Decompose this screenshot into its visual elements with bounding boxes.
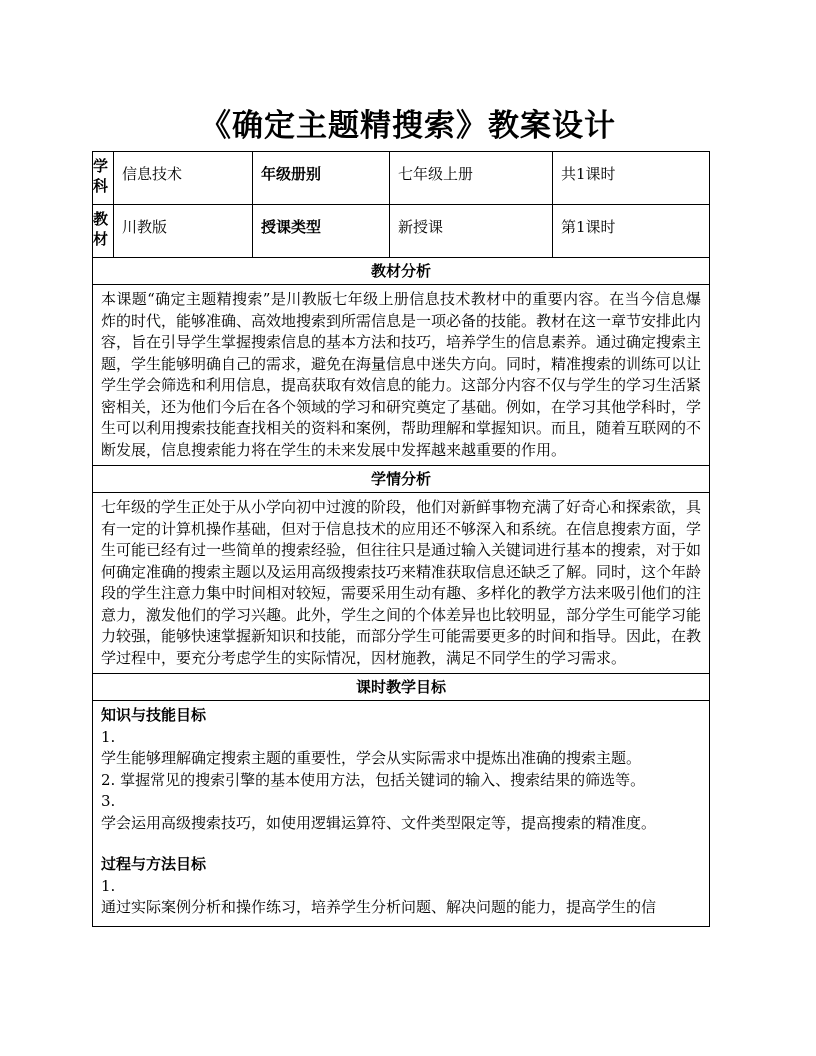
process-item-1-number: 1. xyxy=(101,876,116,895)
page-title: 《确定主题精搜索》教案设计 xyxy=(200,108,616,144)
knowledge-item-1-text: 学生能够理解确定搜索主题的重要性，学会从实际需求中提炼出准确的搜索主题。 xyxy=(101,749,642,767)
knowledge-goals-heading: 知识与技能目标 xyxy=(101,706,207,724)
textbook-value: 川教版 xyxy=(122,218,168,236)
students-heading-row xyxy=(93,466,710,493)
process-goals-heading: 过程与方法目标 xyxy=(101,855,207,873)
spacer xyxy=(101,834,701,854)
material-heading-row xyxy=(93,258,710,285)
lesson-type-label: 授课类型 xyxy=(261,218,322,236)
lesson-type-value: 新授课 xyxy=(398,218,444,236)
info-row-subject xyxy=(93,152,710,205)
subject-label: 学科 xyxy=(93,157,109,195)
students-heading: 学情分析 xyxy=(370,470,431,488)
subject-value: 信息技术 xyxy=(122,165,183,183)
goals-heading: 课时教学目标 xyxy=(355,678,446,696)
knowledge-item-3-text: 学会运用高级搜索技巧，如使用逻辑运算符、文件类型限定等，提高搜索的精准度。 xyxy=(101,813,657,832)
process-item-1-text: 通过实际案例分析和操作练习，培养学生分析问题、解决问题的能力，提高学生的信 xyxy=(101,898,657,916)
textbook-label: 教材 xyxy=(93,210,109,248)
goals-heading-row xyxy=(93,674,710,701)
info-row-textbook xyxy=(93,205,710,258)
knowledge-item-3-number: 3. xyxy=(101,792,116,810)
total-hours-value: 共1课时 xyxy=(561,165,616,183)
grade-label: 年级册别 xyxy=(261,165,322,183)
goals-content xyxy=(93,701,709,926)
knowledge-item-2: 2. 掌握常见的搜索引擎的基本使用方法，包括关键词的输入、搜索结果的筛选等。 xyxy=(101,770,646,789)
material-analysis-text: 本课题“确定主题精搜索”是川教版七年级上册信息技术教材中的重要内容。在当今信息爆炸的时代，能够准确、高效地搜索到所需信息是一项必备的技能。教材在这一章节安排此内容，旨在引导学生掌握搜索信息的基本方法和技巧，培养学生的信息素养。通过确定搜索主题，学生能够明确自己的需求，避免在海量信息中迷失方向。同时，精准搜索的训练可以让学生学会筛选和利用信息，提高获取有效信息的能力。这部分内容不仅与学生的学习生活紧密相关，还为他们今后在各个领域的学习和研究奠定了基础。例如，在学习其他学科时，学生可以利用搜索技能查找相关的资料和案例，帮助理解和掌握知识。而且，随着互联网的不断发展，信息搜索能力将在学生的未来发展中发挥越来越重要的作用。 xyxy=(101,290,702,459)
lesson-plan-table xyxy=(92,151,710,927)
goals-body-row xyxy=(93,701,710,927)
grade-value: 七年级上册 xyxy=(398,165,474,183)
material-body-row xyxy=(93,285,710,466)
students-analysis-text: 七年级的学生正处于从小学向初中过渡的阶段，他们对新鲜事物充满了好奇心和探索欲，具有一定的计算机操作基础，但对于信息技术的应用还不够深入和系统。在信息搜索方面，学生可能已经有过一些简单的搜索经验，但往往只是通过输入关键词进行基本的搜索，对于如何确定准确的搜索主题以及运用高级搜索技巧来精准获取信息还缺乏了解。同时，这个年龄段的学生注意力集中时间相对较短，需要采用生动有趣、多样化的教学方法来吸引他们的注意力，激发他们的学习兴趣。此外，学生之间的个体差异也比较明显，部分学生可能学习能力较强，能够快速掌握新知识和技能，而部分学生可能需要更多的时间和指导。因此，在教学过程中，要充分考虑学生的实际情况，因材施教，满足不同学生的学习需求。 xyxy=(101,498,702,667)
current-hour-value: 第1课时 xyxy=(561,218,616,236)
students-body-row xyxy=(93,493,710,674)
material-heading: 教材分析 xyxy=(370,262,431,280)
knowledge-item-1-number: 1. xyxy=(101,727,116,746)
